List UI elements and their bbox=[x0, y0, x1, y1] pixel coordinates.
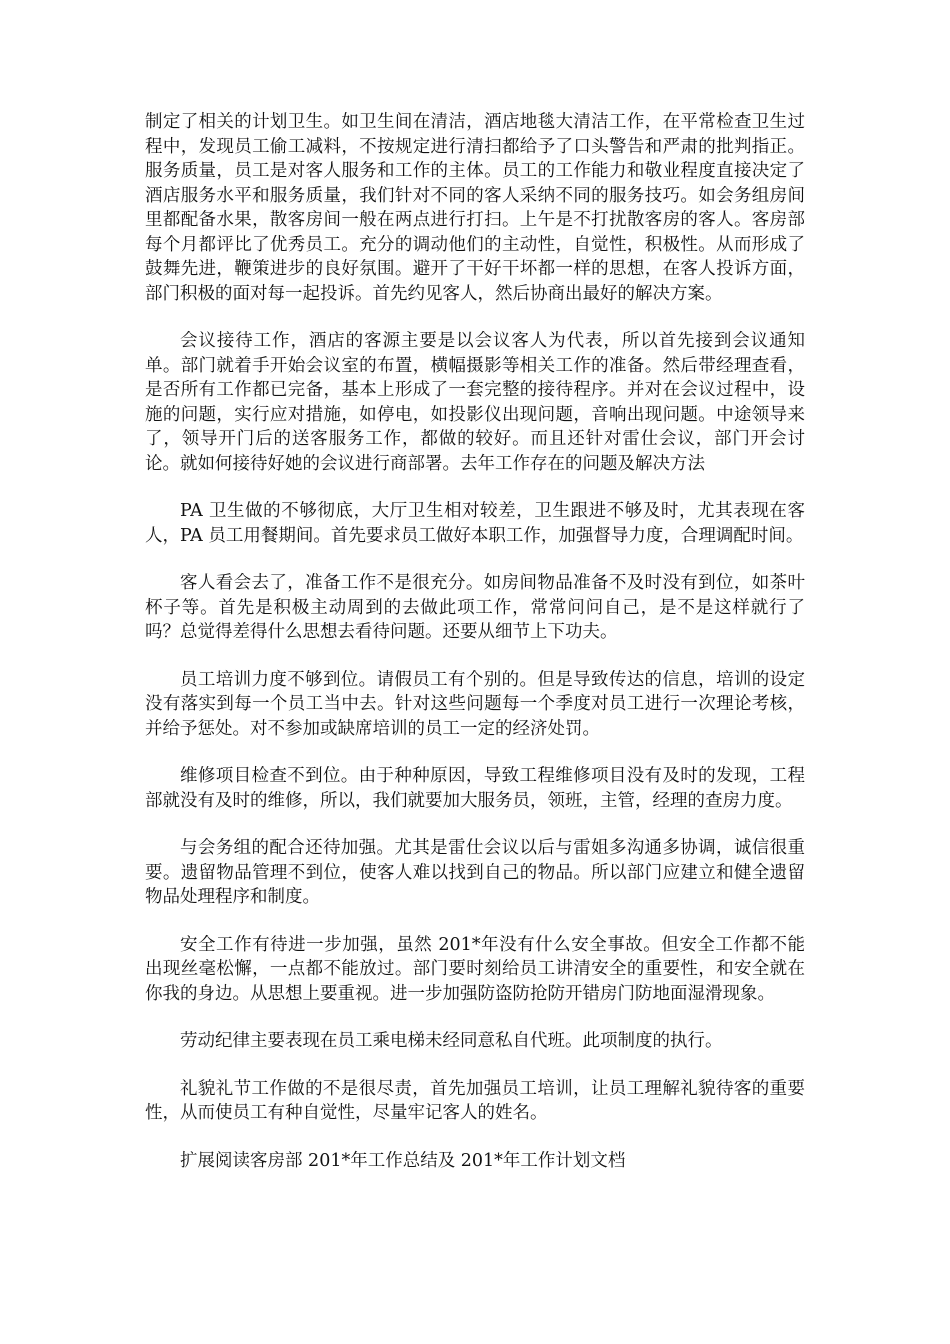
paragraph-9: 劳动纪律主要表现在员工乘电梯未经同意私自代班。此项制度的执行。 bbox=[180, 1031, 723, 1051]
paragraph-1: 制定了相关的计划卫生。如卫生间在清洁，酒店地毯大清洁工作，在平常检查卫生过程中，发现员工偷工减料，不按规定进行清扫都给予了口头警告和严肃的批判指正。服务质量，员工是对客人服务和工作的主体。员工的工作能力和敬业程度直接决定了酒店服务水平和服务质量，我们针对不同的客人采纳不同的服务技巧。如会务组房间里都配备水果，散客房间一般在两点进行打扫。上午是不打扰散客房的客人。客房部每个月都评比了优秀员工。充分的调动他们的主动性，自觉性，积极性。从而形成了鼓舞先进，鞭策进步的良好氛围。避开了干好干坏都一样的思想，在客人投诉方面，部门积极的面对每一起投诉。首先约见客人，然后协商出最好的解决方案。 bbox=[145, 112, 805, 304]
paragraph-8: 安全工作有待进一步加强，虽然 201*年没有什么安全事故。但安全工作都不能出现丝毫松懈，一点都不能放过。部门要时刻给员工讲清安全的重要性，和安全就在你我的身边。从思想上要重视。进一步加强防盗防抢防开错房门防地面湿滑现象。 bbox=[145, 934, 805, 1004]
paragraph-3: PA 卫生做的不够彻底，大厅卫生相对较差，卫生跟进不够及时，尤其表现在客人，PA 员工用餐期间。首先要求员工做好本职工作，加强督导力度，合理调配时间。 bbox=[145, 501, 805, 546]
document-body bbox=[145, 110, 805, 1196]
paragraph-7: 与会务组的配合还待加强。尤其是雷仕会议以后与雷姐多沟通多协调，诚信很重要。遗留物品管理不到位，使客人难以找到自己的物品。所以部门应建立和健全遗留物品处理程序和制度。 bbox=[145, 838, 805, 907]
paragraph-4: 客人看会去了，准备工作不是很充分。如房间物品准备不及时没有到位，如茶叶杯子等。首先是积极主动周到的去做此项工作，常常问问自己，是不是这样就行了吗？总觉得差得什么思想去看待问题。还要从细节上下功夫。 bbox=[145, 573, 805, 642]
paragraph-11: 扩展阅读客房部 201*年工作总结及 201*年工作计划文档 bbox=[180, 1150, 626, 1171]
paragraph-6: 维修项目检查不到位。由于种种原因，导致工程维修项目没有及时的发现，工程部就没有及时的维修，所以，我们就要加大服务员，领班，主管，经理的查房力度。 bbox=[145, 766, 805, 811]
paragraph-2: 会议接待工作，酒店的客源主要是以会议客人为代表，所以首先接到会议通知单。部门就着手开始会议室的布置，横幅摄影等相关工作的准备。然后带经理查看，是否所有工作都已完备，基本上形成了一套完整的接待程序。并对在会议过程中，设施的问题，实行应对措施，如停电，如投影仪出现问题，音响出现问题。中途领导来了，领导开门后的送客服务工作，都做的较好。而且还针对雷仕会议，部门开会讨论。就如何接待好她的会议进行商部署。去年工作存在的问题及解决方法 bbox=[145, 331, 805, 474]
paragraph-5: 员工培训力度不够到位。请假员工有个别的。但是导致传达的信息，培训的设定没有落实到每一个员工当中去。针对这些问题每一个季度对员工进行一次理论考核，并给予惩处。对不参加或缺席培训的员工一定的经济处罚。 bbox=[145, 669, 805, 739]
paragraph-10: 礼貌礼节工作做的不是很尽责，首先加强员工培训，让员工理解礼貌待客的重要性，从而使员工有种自觉性，尽量牢记客人的姓名。 bbox=[145, 1078, 805, 1123]
